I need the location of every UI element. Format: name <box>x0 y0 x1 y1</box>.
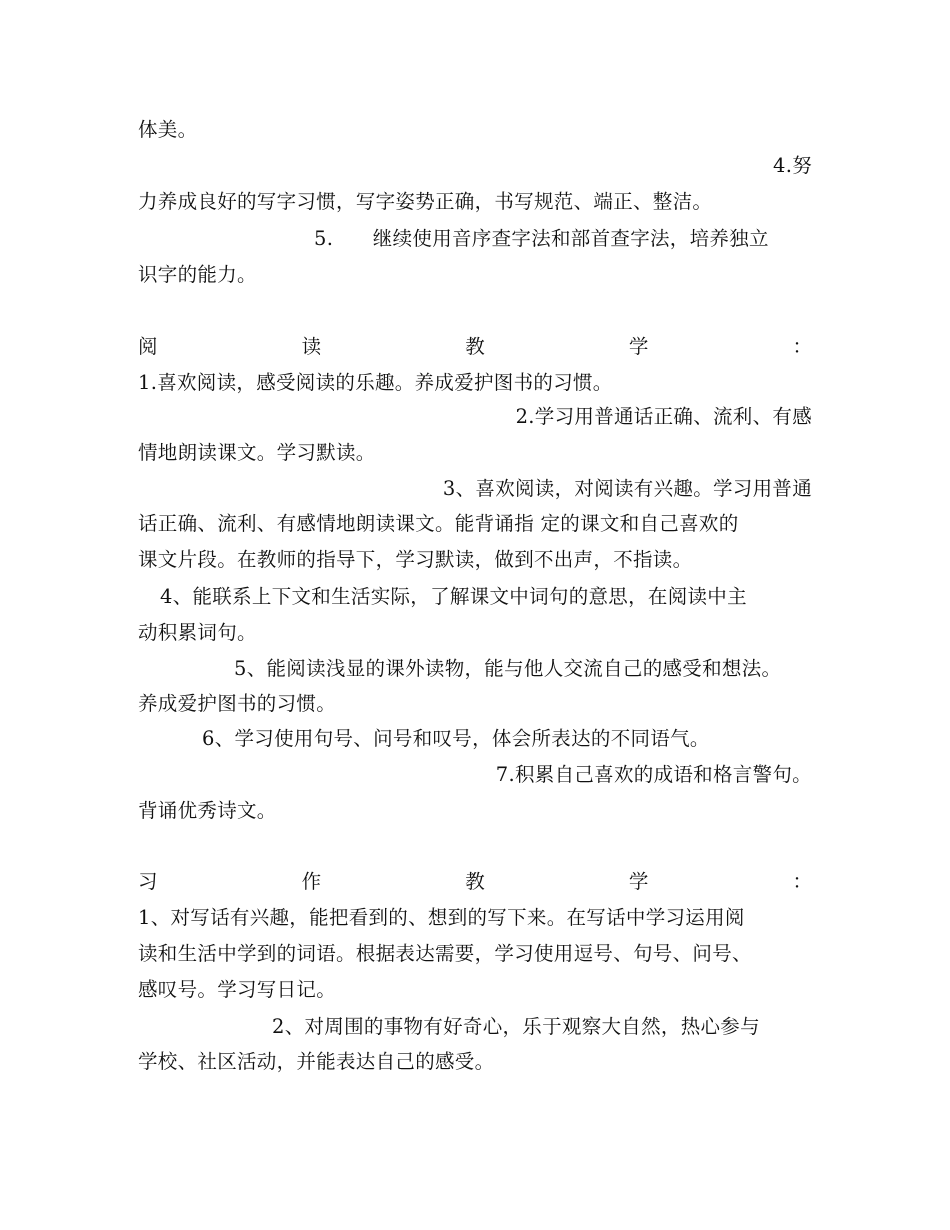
text-line: 读和生活中学到的词语。根据表达需要，学习使用逗号、句号、问号、 <box>138 942 752 965</box>
text-line: 学校、社区活动，并能表达自己的感受。 <box>138 1050 495 1073</box>
text-line: 话正确、流利、有感情地朗读课文。能背诵指 定的课文和自己喜欢的 <box>138 512 739 535</box>
heading-char: 学 <box>628 870 649 893</box>
text-line: 3、喜欢阅读，对阅读有兴趣。学习用普通 <box>442 477 812 500</box>
heading-char: ： <box>792 335 812 358</box>
text-line: 识字的能力。 <box>138 263 257 286</box>
heading-char: ： <box>792 870 812 893</box>
heading-char: 教 <box>465 335 485 358</box>
text-line: 体美。 <box>138 118 198 141</box>
heading-char: 习 <box>138 870 158 893</box>
section-heading-reading <box>138 333 812 361</box>
text-line: 感叹号。学习写日记。 <box>138 978 337 1001</box>
text-line: 2、对周围的事物有好奇心，乐于观察大自然，热心参与 <box>272 1015 760 1038</box>
heading-char: 作 <box>301 870 322 893</box>
text-line: 6、学习使用句号、问号和叹号，体会所表达的不同语气。 <box>202 727 710 750</box>
text-line: 4.努 <box>772 154 812 177</box>
text-line: 5. 继续使用音序查字法和部首查字法，培养独立 <box>314 227 769 250</box>
text-line: 情地朗读课文。学习默读。 <box>138 441 376 464</box>
text-line: 4、能联系上下文和生活实际，了解课文中词句的意思，在阅读中主 <box>160 585 747 608</box>
text-line: 课文片段。在教师的指导下，学习默读，做到不出声，不指读。 <box>138 548 693 571</box>
text-line: 背诵优秀诗文。 <box>138 799 277 822</box>
text-line: 2.学习用普通话正确、流利、有感 <box>515 405 812 428</box>
text-line: 7.积累自己喜欢的成语和格言警句。 <box>495 763 812 786</box>
heading-char: 教 <box>465 870 485 893</box>
section-heading-writing <box>138 868 812 896</box>
heading-char: 阅 <box>138 335 158 358</box>
heading-char: 学 <box>628 335 649 358</box>
text-line: 5、能阅读浅显的课外读物，能与他人交流自己的感受和想法。 <box>234 657 782 680</box>
heading-char: 读 <box>301 335 322 358</box>
text-line: 1.喜欢阅读，感受阅读的乐趣。养成爱护图书的习惯。 <box>138 371 613 394</box>
text-line: 力养成良好的写字习惯，写字姿势正确，书写规范、端正、整洁。 <box>138 190 713 213</box>
text-line: 养成爱护图书的习惯。 <box>138 692 337 715</box>
text-line: 1、对写话有兴趣，能把看到的、想到的写下来。在写话中学习运用阅 <box>138 906 745 929</box>
text-line: 动积累词句。 <box>138 621 257 644</box>
